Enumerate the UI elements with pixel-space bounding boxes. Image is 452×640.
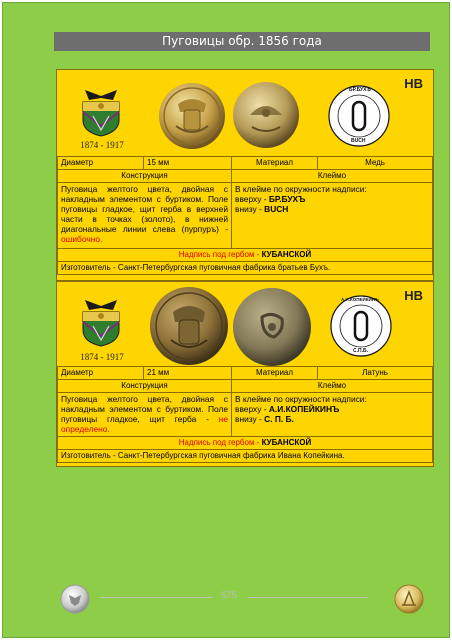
button-card-2 [56,281,434,467]
description-text: Пуговица желтого цвета, двойная с накладным элементом с буртиком. Поле пуговицы гладкое, щит герба в верхней части в точках (золото), в нижней диагональные линии слева (пурпуръ) - [61,184,228,234]
diameter-value: 21 мм [144,367,232,380]
stamp-description [232,183,433,249]
page-number: 575 [221,590,237,600]
material-value: Медь [318,157,433,170]
inscription-label: Надпись под гербом - [178,250,262,259]
spec-table [57,156,433,275]
stamp-bottom-value: BUCH [264,204,289,214]
manufacturer-row: Изготовитель - Санкт-Петербургская пуговичная фабрика Ивана Копейкина. [58,450,433,463]
stamp-bottom-text: BUCH [351,138,366,144]
button-back-image [232,81,300,149]
diameter-value: 15 мм [144,157,232,170]
left-medal-icon [60,584,90,614]
image-row [57,282,433,366]
stamp-bottom-text: С.П.Б. [353,348,368,354]
stamp-intro: В клейме по окружности надписи: [235,184,367,194]
stamp-bottom-value: С. П. Б. [264,414,294,424]
footer-divider-right [248,597,368,598]
inscription-row [58,249,433,262]
material-label: Материал [232,367,318,380]
diameter-label: Диаметр [58,367,144,380]
stamp-bottom-label: внизу - [235,414,265,424]
stamp-intro: В клейме по окружности надписи: [235,394,367,404]
description-text: Пуговица желтого цвета, двойная с накладным элементом с буртиком. Поле пуговицы гладкое, щит герба - [61,394,228,424]
stamp-top-value: БР.БУХЪ [268,194,306,204]
image-row [57,70,433,156]
stamp-top-label: вверху - [235,194,269,204]
button-front-image [158,82,226,150]
page-title: Пуговицы обр. 1856 года [54,32,430,51]
button-front-image [149,286,229,366]
coat-of-arms-icon [79,86,123,138]
coat-of-arms-icon [79,296,123,348]
diameter-label: Диаметр [58,157,144,170]
stamp-top-value: А.И.КОПЕЙКИНЪ [268,404,340,414]
construction-description [58,393,232,437]
button-card-1 [56,69,434,281]
inscription-value: КУБАНСКОЙ [261,250,312,259]
construction-description [58,183,232,249]
stamp-top-text: БР.БУХЪ [349,87,371,93]
description-note: не определено. [61,414,228,434]
description-note: ошибочно. [61,234,103,244]
stamp-description [232,393,433,437]
footer-divider-left [100,597,212,598]
years-label: 1874 - 1917 [80,140,124,150]
manufacturer-row: Изготовитель - Санкт-Петербургская пуговичная фабрика братьев Бухъ. [58,262,433,275]
stamp-header: Клеймо [232,170,433,183]
material-value: Латунь [318,367,433,380]
stamp-header: Клеймо [232,380,433,393]
button-back-image [232,287,312,367]
spec-table [57,366,433,463]
stamp-bottom-label: внизу - [235,204,265,214]
material-label: Материал [232,157,318,170]
inscription-value: КУБАНСКОЙ [261,438,312,447]
badge-label: НВ [404,288,423,303]
stamp-top-text: А.И.КОПЕЙКИНЪ [341,297,379,302]
construction-header: Конструкция [58,380,232,393]
years-label: 1874 - 1917 [80,352,124,362]
stamp-top-label: вверху - [235,404,269,414]
badge-label: НВ [404,76,423,91]
right-medal-icon [394,584,424,614]
construction-header: Конструкция [58,170,232,183]
inscription-row [58,437,433,450]
inscription-label: Надпись под гербом - [178,438,262,447]
